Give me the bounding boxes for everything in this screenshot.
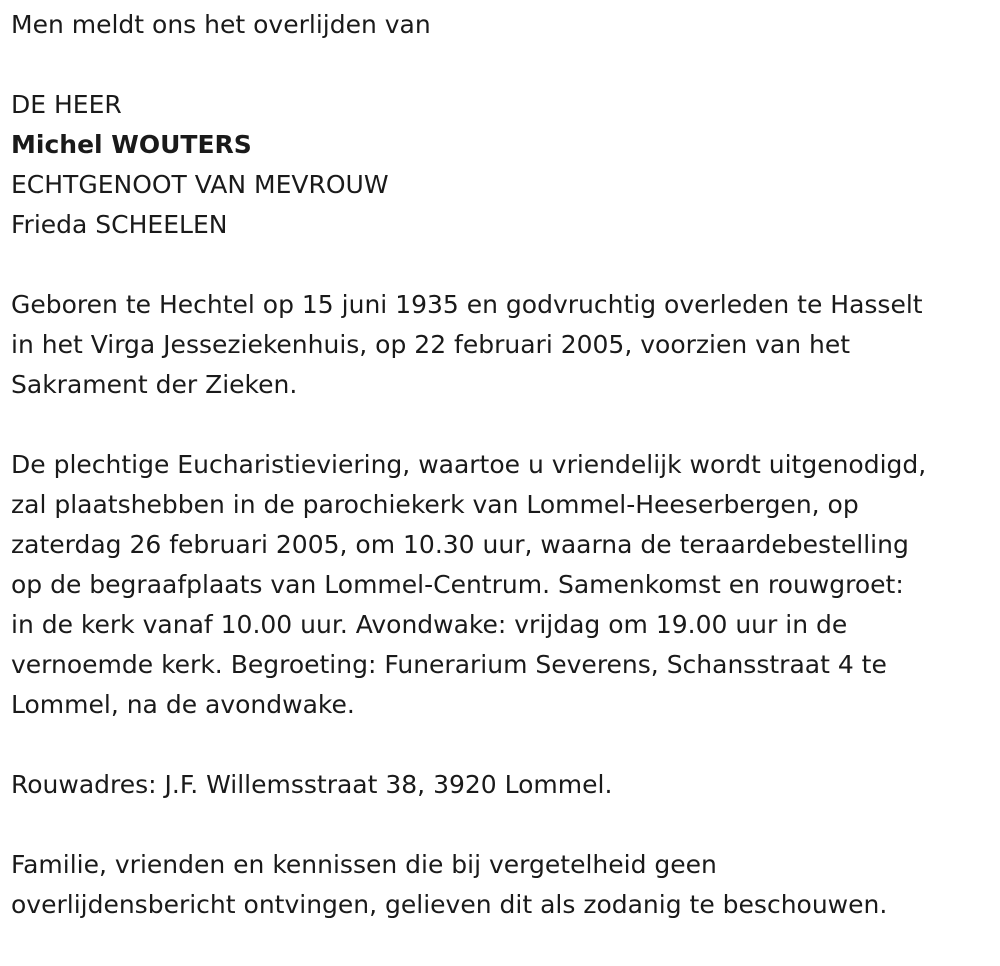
deceased-name: Michel WOUTERS xyxy=(11,130,252,159)
spacer xyxy=(11,245,996,285)
spacer xyxy=(11,805,996,845)
spacer xyxy=(11,45,996,85)
ceremony-paragraph: De plechtige Eucharistieviering, waartoe u vriendelijk wordt uitgenodigd, zal plaatshebben in de parochiekerk van Lommel-Heeserbergen, op zaterdag 26 februari 2005, om 10.30 uur, waarna de teraardebestelling op de begraafplaats van Lommel-Centrum. Samenkomst en rouwgroet: in de kerk vanaf 10.00 uur. Avondwake: vrijdag om 19.00 uur in de vernoemde kerk. Begroeting: Funerarium Severens, Schansstraat 4 te Lommel, na de avondwake. xyxy=(11,450,927,719)
spouse-name: Frieda SCHEELEN xyxy=(11,210,228,239)
spacer xyxy=(11,405,996,445)
spacer xyxy=(11,725,996,765)
mourning-address: Rouwadres: J.F. Willemsstraat 38, 3920 Lommel. xyxy=(11,770,613,799)
closing-paragraph: Familie, vrienden en kennissen die bij vergetelheid geen overlijdensbericht ontvingen, gelieven dit als zodanig te beschouwen. xyxy=(11,850,888,919)
spouse-label: ECHTGENOOT VAN MEVROUW xyxy=(11,170,389,199)
intro-line: Men meldt ons het overlijden van xyxy=(11,10,431,39)
birth-death-paragraph: Geboren te Hechtel op 15 juni 1935 en godvruchtig overleden te Hasselt in het Virga Jesseziekenhuis, op 22 februari 2005, voorzien van het Sakrament der Zieken. xyxy=(11,290,923,399)
honorific: DE HEER xyxy=(11,90,122,119)
death-notice xyxy=(11,5,996,925)
